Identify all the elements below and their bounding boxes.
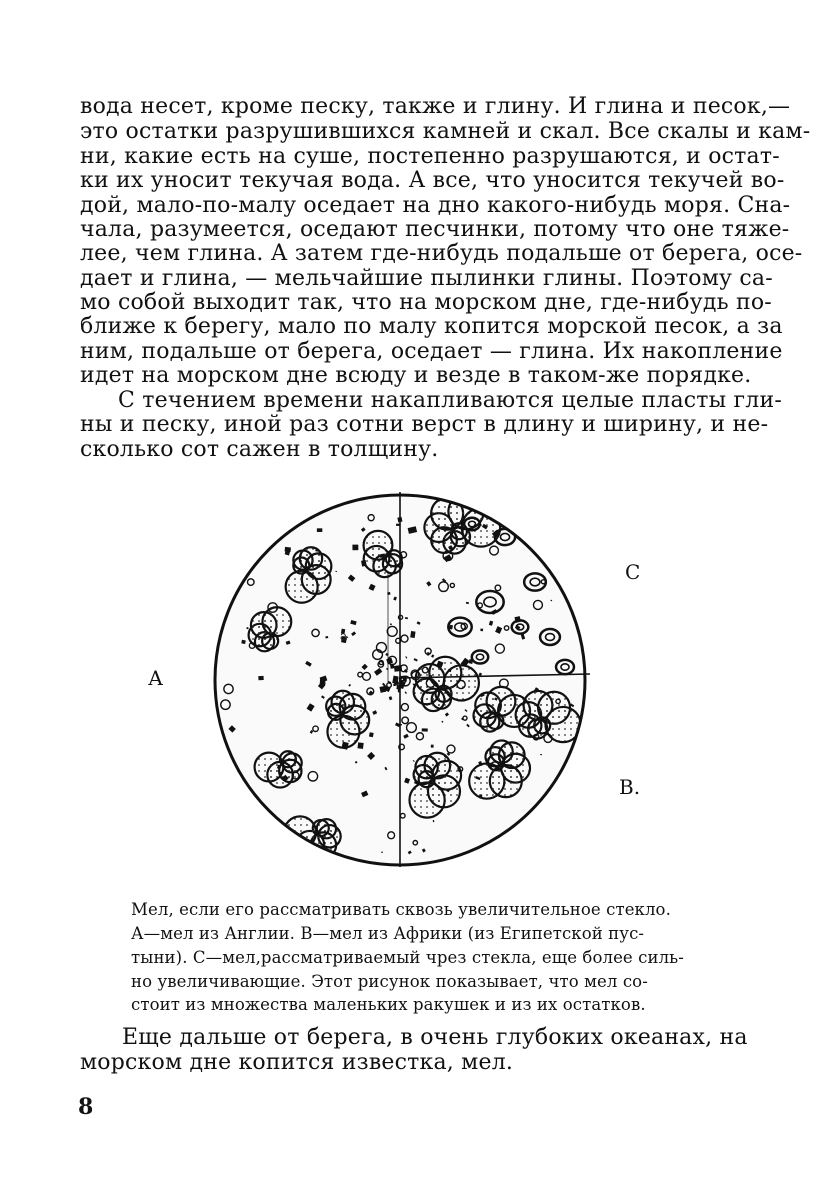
text-line: лее, чем глина. А затем где-нибудь подальше от берега, осе- [80, 241, 803, 266]
shell-fragment [241, 640, 245, 644]
text-line: морском дне копится известка, мел. [80, 1050, 514, 1075]
text-line: ним, подальше от берега, оседает — глина. Их накопление [80, 339, 783, 364]
shell-fragment [258, 676, 263, 680]
text-line: ны и песку, иной раз сотни верст в длину и ширину, и не- [80, 412, 769, 437]
shell-fragment [410, 631, 415, 638]
sector-a-mark: а [340, 629, 348, 643]
text-line: дает и глина, — мельчайшие пылинки глины. Поэтому са- [80, 266, 773, 291]
label-c: С [625, 560, 641, 584]
text-line: С течением времени накапливаются целые пласты гли- [118, 388, 782, 413]
shell-chamber [262, 607, 291, 636]
shell-fragment [280, 772, 282, 773]
text-line: ни, какие есть на суше, постепенно разрушаются, и остат- [80, 144, 780, 169]
shell-fragment [352, 545, 358, 551]
shell-chamber [469, 763, 504, 798]
caption-line: стоит из множества маленьких ракушек и из их остатков. [131, 995, 646, 1014]
text-line: дой, мало-по-малу оседает на дно какого-нибудь моря. Сна- [80, 193, 791, 218]
text-line: идет на морском дне всюду и везде в таком-же порядке. [80, 363, 752, 388]
text-line: чала, разумеется, оседают песчинки, потому что оне тяже- [80, 217, 790, 242]
shell-fragment [299, 568, 301, 572]
chalk-microscope-figure [190, 462, 610, 892]
label-a: А [148, 666, 164, 690]
page-number: 8 [78, 1094, 94, 1120]
label-b: В. [619, 775, 641, 799]
shell-fragment [480, 628, 483, 631]
caption-line: Мел, если его рассматривать сквозь увеличительное стекло. [131, 900, 671, 919]
text-line: ки их уносит текучая вода. А все, что уносится текучей во- [80, 168, 785, 193]
shell-fragment [422, 728, 428, 731]
shell-fragment [370, 587, 373, 589]
shell-fragment [479, 794, 482, 797]
shell-fragment [369, 732, 374, 737]
text-line: это остатки разрушившихся камней и скал. Все скалы и кам- [80, 119, 811, 144]
shell-fragment [422, 693, 424, 695]
caption-line: но увеличивающие. Этот рисунок показывает, что мел со- [131, 972, 648, 991]
shell-chamber [364, 531, 393, 560]
shell-fragment [357, 742, 363, 749]
text-line: сколько сот сажен в толщину. [80, 437, 439, 462]
text-line: вода несет, кроме песку, также и глину. И глина и песок,— [80, 94, 791, 119]
shell-fragment [317, 528, 322, 532]
shell-chamber [286, 571, 318, 603]
shell-chamber [409, 782, 444, 817]
text-line: Еще дальше от берега, в очень глубоких океанах, на [122, 1025, 748, 1050]
text-line: ближе к берегу, мало по малу копится морской песок, а за [80, 314, 783, 339]
caption-line: А—мел из Англии. В—мел из Африки (из Египетской пус- [131, 924, 645, 943]
shell-fragment [431, 745, 434, 748]
caption-line: тыни). С—мел,рассматриваемый чрез стекла, еще более силь- [131, 948, 684, 967]
text-line: мо собой выходит так, что на морском дне, где-нибудь по- [80, 290, 772, 315]
